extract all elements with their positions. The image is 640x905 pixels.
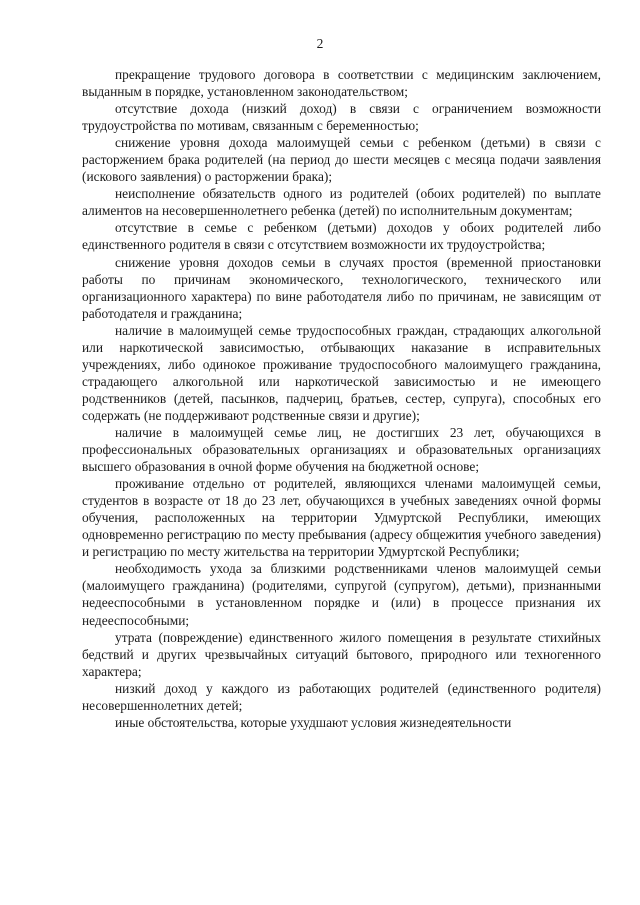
paragraph-3: снижение уровня дохода малоимущей семьи с ребенком (детьми) в связи с расторжением брака родителей (на период до шести месяцев с месяца подачи заявления (искового заявления) о расторжении брака); [82,135,601,185]
page-number: 2 [316,36,324,51]
paragraph-12: низкий доход у каждого из работающих родителей (единственного родителя) несовершеннолетних детей; [82,680,601,713]
paragraph-7: наличие в малоимущей семье трудоспособных граждан, страдающих алкогольной или наркотической зависимостью, отбывающих наказание в исправительных учреждениях, либо одинокое проживание трудоспособного малоимущего гражданина, страдающего алкогольной или наркотической зависимостью и не имеющего родственников (детей, пасынков, падчериц, братьев, сестер, супруга), способных его содержать (не поддерживают родственные связи и другие); [82,322,601,423]
paragraph-9: проживание отдельно от родителей, являющихся членами малоимущей семьи, студентов в возрасте от 18 до 23 лет, обучающихся в учебных заведениях очной формы обучения, расположенных на территории Удмуртской Республики, имеющих одновременно регистрацию по месту пребывания (адресу общежития учебного заведения) и регистрацию по месту жительства на территории Удмуртской Республики; [82,476,601,560]
paragraph-11: утрата (повреждение) единственного жилого помещения в результате стихийных бедствий и других чрезвычайных ситуаций бытового, природного или техногенного характера; [82,629,601,679]
paragraph-13: иные обстоятельства, которые ухудшают условия жизнедеятельности [115,714,512,730]
paragraph-6: снижение уровня доходов семьи в случаях простоя (временной приостановки работы по причинам экономического, технологического, технического или организационного характера) по вине работодателя либо по причинам, не зависящим от работодателя и гражданина; [82,254,601,321]
paragraph-1: прекращение трудового договора в соответствии с медицинским заключением, выданным в порядке, установленном законодательством; [82,67,601,100]
paragraph-2: отсутствие дохода (низкий доход) в связи с ограничением возможности трудоустройства по мотивам, связанным с беременностью; [82,101,601,134]
paragraph-10: необходимость ухода за близкими родственниками членов малоимущей семьи (малоимущего гражданина) (родителями, супругой (супругом), детьми), признанными недееспособными в установленном порядке и (или) в процессе признания их недееспособными; [82,561,601,628]
paragraph-5: отсутствие в семье с ребенком (детьми) доходов у обоих родителей либо единственного родителя в связи с отсутствием возможности их трудоустройства; [82,220,601,253]
paragraph-4: неисполнение обязательств одного из родителей (обоих родителей) по выплате алиментов на несовершеннолетнего ребенка (детей) по исполнительным документам; [82,186,601,219]
document-body [82,66,601,731]
paragraph-8: наличие в малоимущей семье лиц, не достигших 23 лет, обучающихся в профессиональных образовательных организациях и образовательных организациях высшего образования в очной форме обучения на бюджетной основе; [82,424,601,475]
